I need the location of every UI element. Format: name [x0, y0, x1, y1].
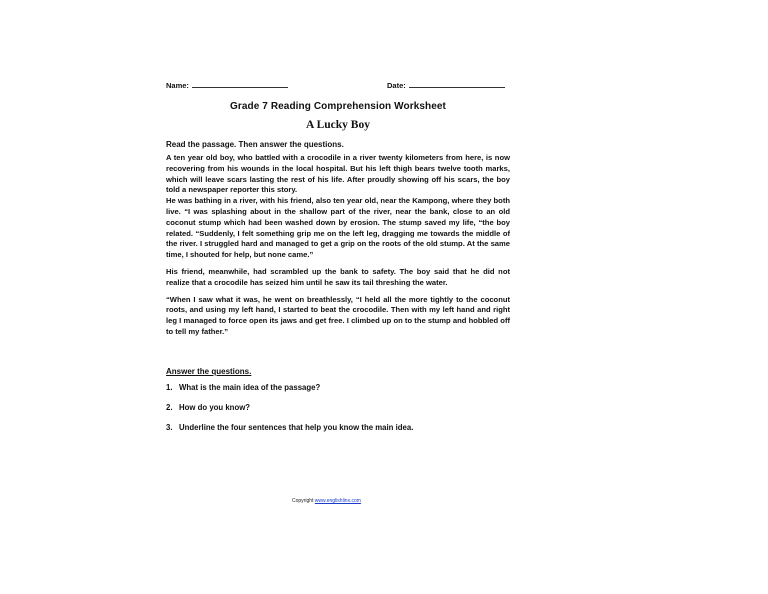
date-field — [387, 80, 505, 90]
question-number: 3. — [166, 422, 173, 432]
name-blank-line — [192, 80, 288, 88]
question-number: 2. — [166, 402, 173, 412]
copyright-line — [292, 498, 361, 504]
worksheet-title: Grade 7 Reading Comprehension Worksheet — [230, 101, 446, 112]
copyright-label: Copyright — [292, 498, 314, 504]
passage-paragraph-4: “When I saw what it was, he went on breathlessly, “I held all the more tightly to the coconut roots, and using my left hand, I started to beat the crocodile. Then with my left hand and right leg I managed to force open its jaws and get free. I climbed up on to the stump and hobbled off to tell my father.” — [166, 294, 510, 336]
question-text: Underline the four sentences that help you know the main idea. — [179, 422, 414, 432]
question-item — [166, 423, 510, 432]
questions-heading: Answer the questions. — [166, 366, 252, 376]
name-label: Name: — [166, 81, 189, 90]
question-item — [166, 403, 510, 412]
passage-paragraph-2: He was bathing in a river, with his friend, also ten year old, near the Kampong, where they both live. “I was splashing about in the shallow part of the river, near the bank, close to an old coconut stump which had been washed down by erosion. The stump saved my life, “the boy related. “Suddenly, I felt something grip me on the left leg, dragging me towards the middle of the river. I struggled hard and managed to get a grip on the roots of the old stump. At the same time, I shouted for help, but none came.” — [166, 196, 510, 260]
worksheet-page — [166, 76, 510, 443]
passage-paragraph-1: A ten year old boy, who battled with a crocodile in a river twenty kilometers from here, is now recovering from his wounds in the local hospital. But his left thigh bears twelve tooth marks, which will leave scars lasting the rest of his life. After proudly showing off his scars, the boy told a newspaper reporter this story. — [166, 153, 510, 195]
question-text: How do you know? — [179, 402, 251, 412]
date-blank-line — [409, 80, 505, 88]
story-title: A Lucky Boy — [306, 119, 370, 131]
question-number: 1. — [166, 382, 173, 392]
question-text: What is the main idea of the passage? — [179, 382, 321, 392]
header-row — [166, 76, 510, 90]
question-list — [166, 383, 510, 432]
question-item — [166, 383, 510, 392]
name-field — [166, 80, 288, 90]
passage-paragraph-3: His friend, meanwhile, had scrambled up the bank to safety. The boy said that he did not realize that a crocodile has seized him until he saw its tail threshing the water. — [166, 266, 510, 287]
copyright-link[interactable]: www.englishlinx.com — [314, 498, 361, 504]
date-label: Date: — [387, 81, 406, 90]
instructions: Read the passage. Then answer the questions. — [166, 140, 344, 149]
